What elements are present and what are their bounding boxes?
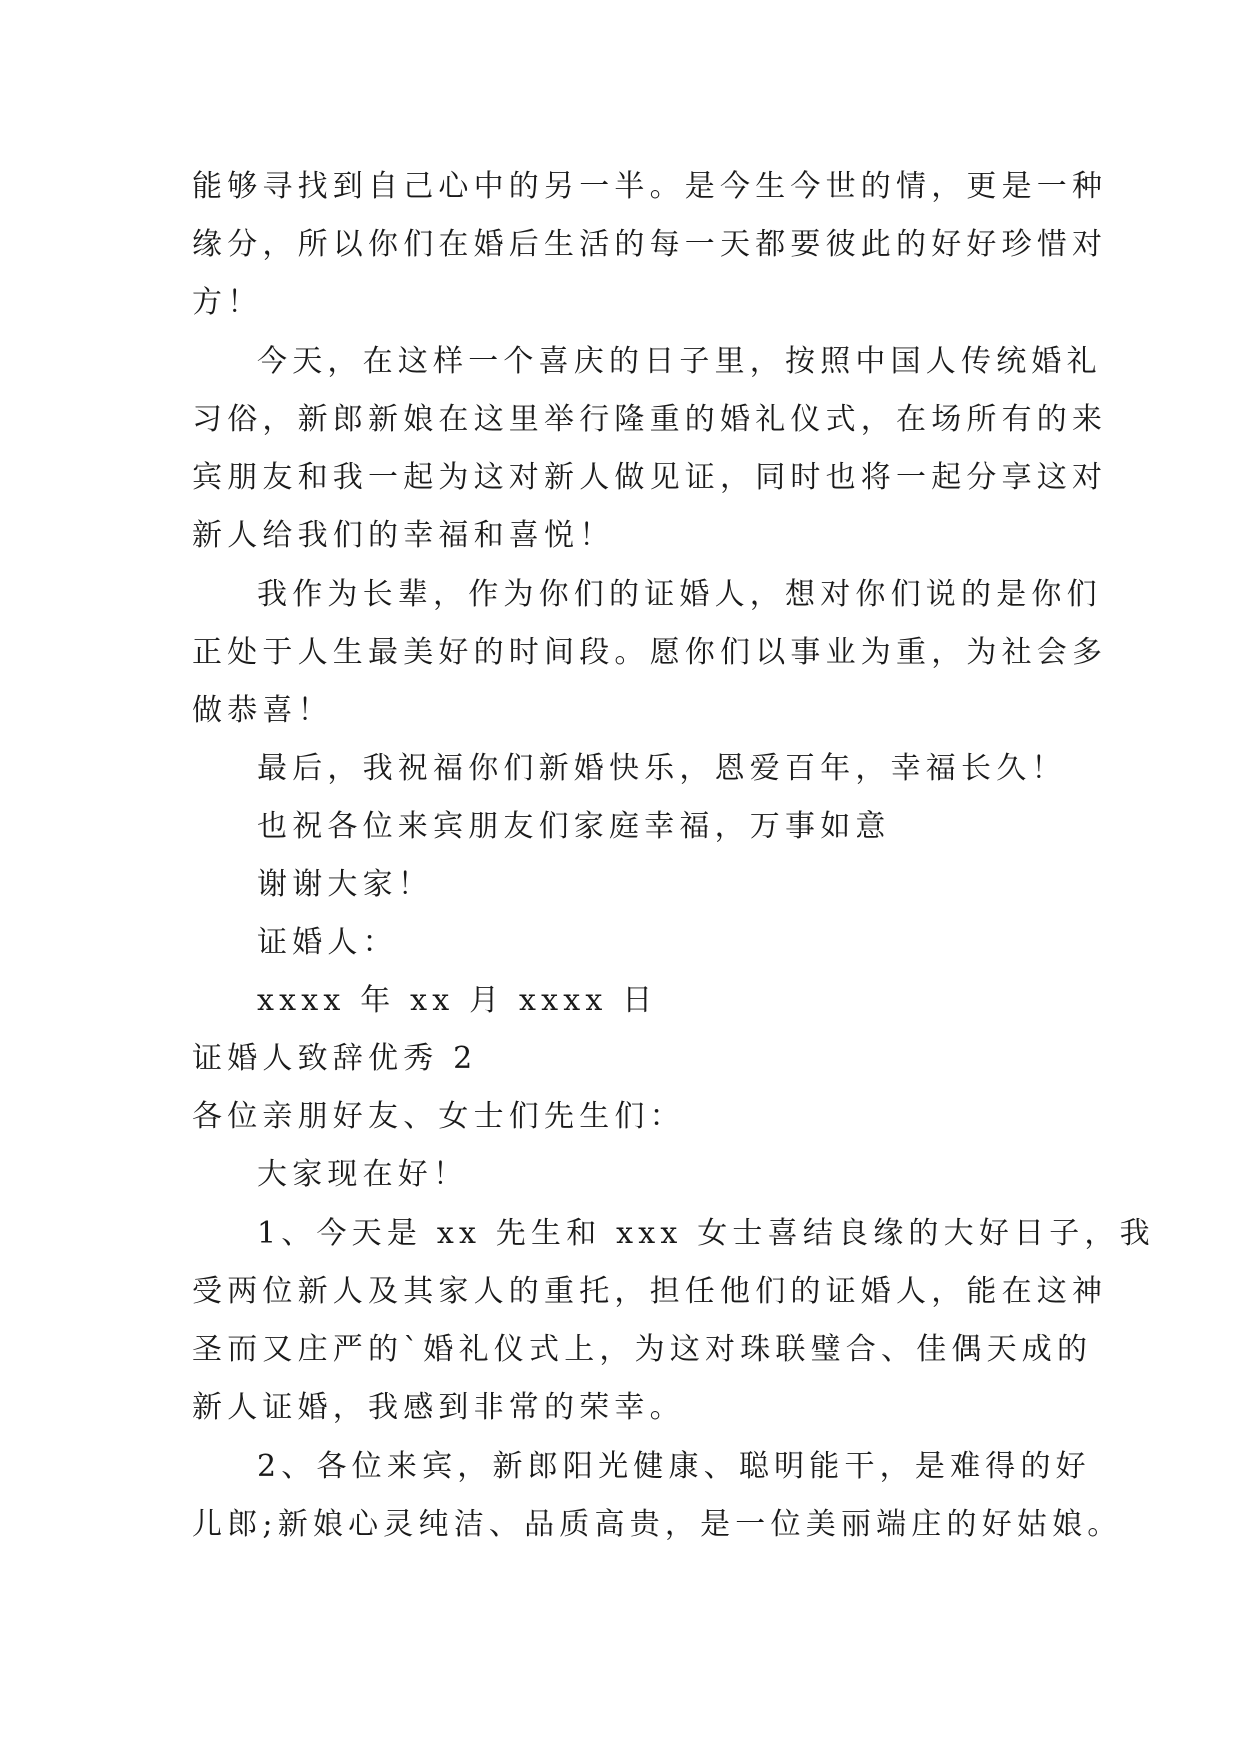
paragraph-line: 新人证婚，我感到非常的荣幸。 <box>192 1390 685 1425</box>
paragraph-line: 做恭喜！ <box>192 693 333 728</box>
paragraph-line: 宾朋友和我一起为这对新人做见证，同时也将一起分享这对 <box>192 460 1108 495</box>
signature-label: 证婚人： <box>257 925 398 960</box>
closing-line: 谢谢大家！ <box>257 867 433 902</box>
date-line: xxxx 年 xx 月 xxxx 日 <box>257 983 658 1018</box>
paragraph-line: 也祝各位来宾朋友们家庭幸福，万事如意 <box>257 809 891 844</box>
paragraph-line: 今天，在这样一个喜庆的日子里，按照中国人传统婚礼 <box>257 344 1102 379</box>
section-heading: 证婚人致辞优秀 2 <box>192 1041 478 1076</box>
paragraph-line: 能够寻找到自己心中的另一半。是今生今世的情，更是一种 <box>192 169 1108 204</box>
paragraph-line: 1、今天是 xx 先生和 xxx 女士喜结良缘的大好日子，我 <box>257 1216 1155 1251</box>
paragraph-line: 最后，我祝福你们新婚快乐，恩爱百年，幸福长久！ <box>257 751 1067 786</box>
paragraph-line: 受两位新人及其家人的重托，担任他们的证婚人，能在这神 <box>192 1274 1108 1309</box>
paragraph-line: 圣而又庄严的`婚礼仪式上，为这对珠联璧合、佳偶天成的 <box>192 1332 1093 1367</box>
greeting-line: 大家现在好！ <box>257 1157 469 1192</box>
paragraph-line: 正处于人生最美好的时间段。愿你们以事业为重，为社会多 <box>192 635 1108 670</box>
salutation-line: 各位亲朋好友、女士们先生们： <box>192 1099 685 1134</box>
paragraph-line: 习俗，新郎新娘在这里举行隆重的婚礼仪式，在场所有的来 <box>192 402 1108 437</box>
paragraph-line: 方！ <box>192 285 263 320</box>
paragraph-line: 2、各位来宾，新郎阳光健康、聪明能干，是难得的好 <box>257 1449 1091 1484</box>
paragraph-line: 缘分，所以你们在婚后生活的每一天都要彼此的好好珍惜对 <box>192 227 1108 262</box>
paragraph-line: 我作为长辈，作为你们的证婚人，想对你们说的是你们 <box>257 577 1102 612</box>
paragraph-line: 新人给我们的幸福和喜悦！ <box>192 518 615 553</box>
paragraph-line: 儿郎;新娘心灵纯洁、品质高贵，是一位美丽端庄的好姑娘。 <box>192 1507 1123 1542</box>
